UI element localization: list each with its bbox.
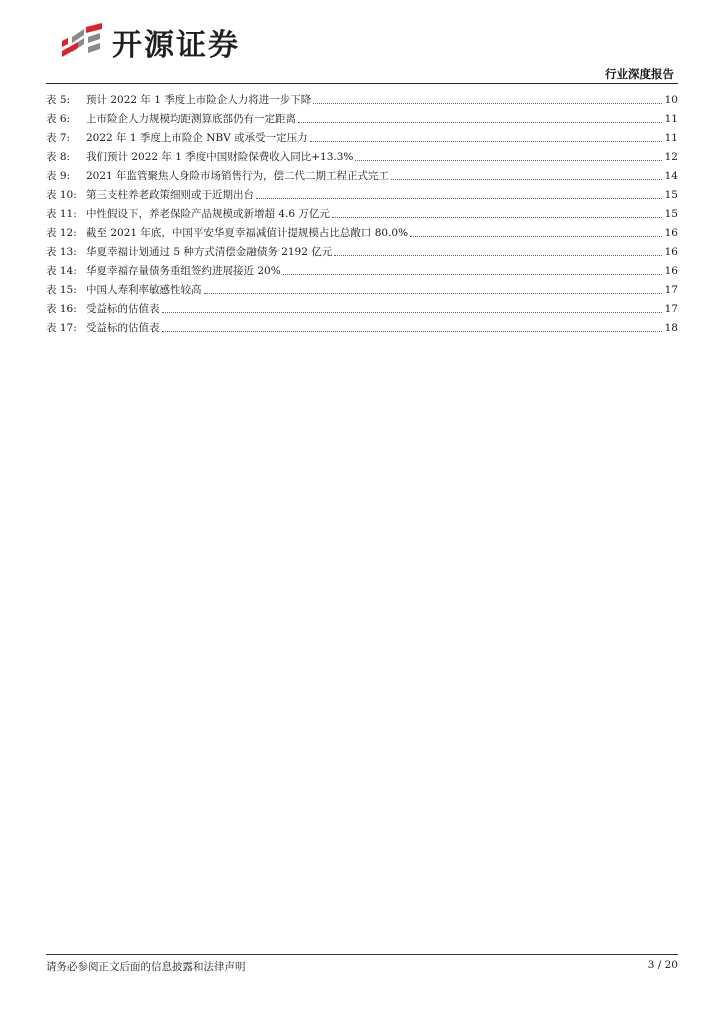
table-of-contents	[46, 91, 678, 338]
toc-entry-page: 11	[664, 113, 678, 125]
toc-dot-leader	[283, 262, 662, 275]
toc-entry-label: 表 8:	[46, 151, 71, 163]
toc-entry-page: 10	[664, 94, 678, 106]
toc-entry[interactable]	[46, 300, 678, 319]
toc-entry-title: 2022 年 1 季度上市险企 NBV 或承受一定压力	[86, 132, 308, 144]
toc-dot-leader	[313, 91, 662, 104]
toc-entry-page: 11	[664, 132, 678, 144]
toc-entry-label: 表 6:	[46, 113, 71, 125]
toc-entry-title: 受益标的估值表	[86, 303, 160, 315]
header-divider	[46, 83, 678, 84]
toc-entry-title: 中国人寿利率敏感性较高	[86, 284, 202, 296]
toc-entry[interactable]	[46, 186, 678, 205]
toc-entry[interactable]	[46, 148, 678, 167]
toc-entry-label: 表 12:	[46, 227, 77, 239]
toc-entry-title: 华夏幸福存量债务重组签约进展接近 20%	[86, 265, 281, 277]
toc-entry-page: 16	[664, 246, 678, 258]
toc-entry[interactable]	[46, 243, 678, 262]
toc-entry[interactable]	[46, 110, 678, 129]
toc-dot-leader	[298, 110, 662, 123]
toc-entry-label: 表 10:	[46, 189, 77, 201]
toc-entry-label: 表 9:	[46, 170, 71, 182]
toc-entry-label: 表 16:	[46, 303, 77, 315]
toc-entry-page: 16	[664, 227, 678, 239]
toc-dot-leader	[355, 148, 662, 161]
footer-divider	[46, 954, 678, 955]
toc-entry[interactable]	[46, 281, 678, 300]
brand-logo	[58, 20, 240, 64]
kaiyuan-logo-icon	[58, 21, 106, 63]
toc-entry[interactable]	[46, 319, 678, 338]
toc-dot-leader	[410, 224, 662, 237]
report-type: 行业深度报告	[605, 67, 674, 81]
toc-dot-leader	[334, 243, 662, 256]
toc-entry-title: 我们预计 2022 年 1 季度中国财险保费收入同比+13.3%	[86, 151, 354, 163]
toc-entry[interactable]	[46, 91, 678, 110]
toc-entry-page: 16	[664, 265, 678, 277]
toc-dot-leader	[391, 167, 662, 180]
toc-entry[interactable]	[46, 129, 678, 148]
toc-dot-leader	[310, 129, 662, 142]
toc-entry-page: 18	[664, 322, 678, 334]
footer-disclaimer: 请务必参阅正文后面的信息披露和法律声明	[46, 961, 246, 973]
toc-entry[interactable]	[46, 262, 678, 281]
toc-dot-leader	[332, 205, 662, 218]
toc-entry-title: 2021 年监管聚焦人身险市场销售行为，偿二代二期工程正式完工	[86, 170, 390, 182]
toc-entry-label: 表 15:	[46, 284, 77, 296]
toc-entry-page: 15	[664, 189, 678, 201]
toc-dot-leader	[256, 186, 662, 199]
toc-entry-page: 17	[664, 284, 678, 296]
toc-entry-label: 表 5:	[46, 94, 71, 106]
toc-entry-title: 华夏幸福计划通过 5 种方式清偿金融债务 2192 亿元	[86, 246, 333, 258]
toc-entry-title: 受益标的估值表	[86, 322, 160, 334]
page-number: 3 / 20	[647, 959, 678, 971]
toc-entry-label: 表 14:	[46, 265, 77, 277]
toc-entry-label: 表 17:	[46, 322, 77, 334]
toc-entry[interactable]	[46, 167, 678, 186]
toc-entry-page: 15	[664, 208, 678, 220]
toc-entry-title: 截至 2021 年底，中国平安华夏幸福减值计提规模占比总敞口 80.0%	[86, 227, 409, 239]
toc-dot-leader	[162, 319, 663, 332]
toc-dot-leader	[204, 281, 663, 294]
toc-entry-title: 预计 2022 年 1 季度上市险企人力将进一步下降	[86, 94, 312, 106]
brand-name: 开源证券	[112, 28, 240, 63]
toc-entry-title: 第三支柱养老政策细则或于近期出台	[86, 189, 254, 201]
toc-entry-title: 上市险企人力规模均距测算底部仍有一定距离	[86, 113, 296, 125]
toc-entry-title: 中性假设下，养老保险产品规模或新增超 4.6 万亿元	[86, 208, 330, 220]
toc-entry-page: 12	[664, 151, 678, 163]
toc-entry-label: 表 11:	[46, 208, 77, 220]
toc-entry[interactable]	[46, 205, 678, 224]
toc-entry-page: 17	[664, 303, 678, 315]
toc-entry-label: 表 7:	[46, 132, 71, 144]
toc-entry[interactable]	[46, 224, 678, 243]
toc-entry-label: 表 13:	[46, 246, 77, 258]
toc-entry-page: 14	[664, 170, 678, 182]
toc-dot-leader	[162, 300, 663, 313]
